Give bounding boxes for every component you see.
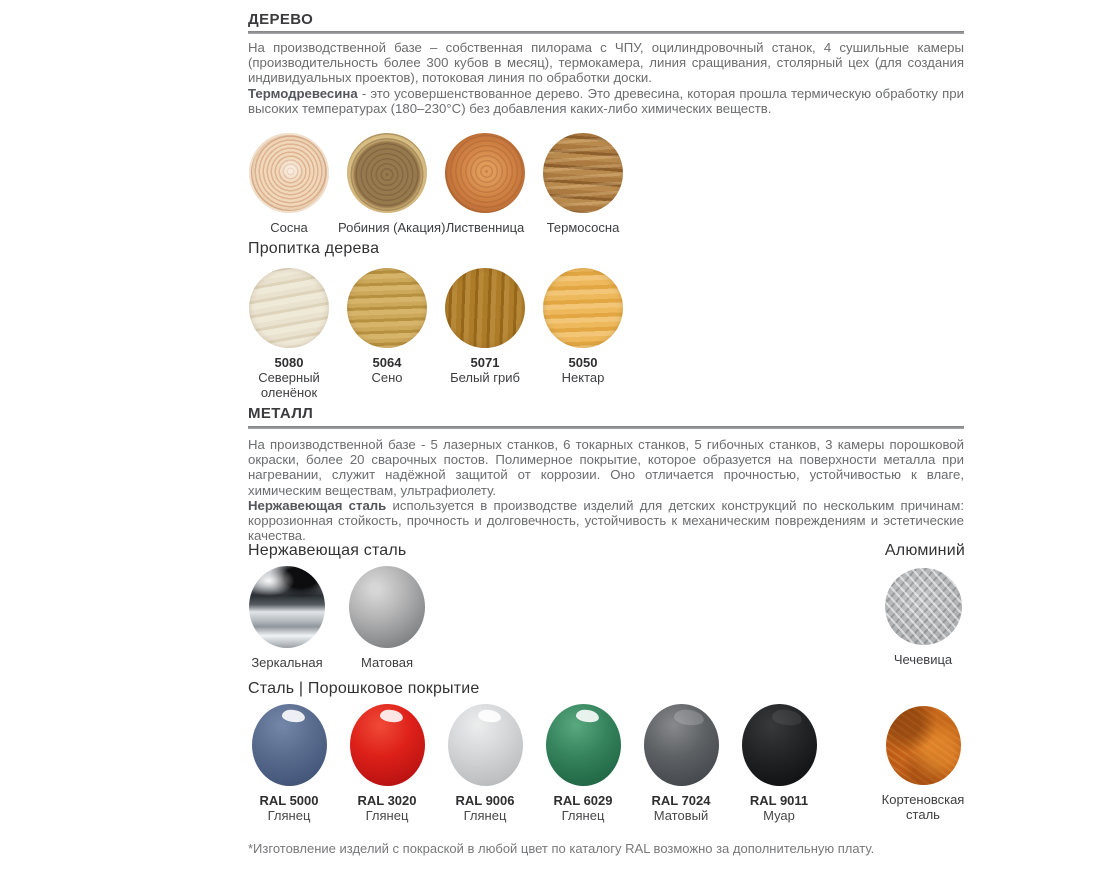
- metal-section-title: МЕТАЛЛ: [248, 405, 314, 422]
- swatch-5050: [534, 268, 632, 385]
- swatch-finish: Глянец: [365, 808, 409, 823]
- swatch-code: 5071: [470, 355, 500, 370]
- wood-intro-text: [248, 40, 964, 116]
- ral7024-ball-image: [644, 704, 719, 786]
- swatch-finish: Глянец: [463, 808, 507, 823]
- swatch-code: RAL 7024: [651, 793, 711, 808]
- thermowood-rest: - это усовершенствованное дерево. Это древесина, которая прошла термическую обработку при высоких температурах (180–230°С) без добавления каких-либо химических веществ.: [248, 85, 964, 116]
- aluminum-title: Алюминий: [884, 542, 965, 559]
- swatch-pine: [240, 133, 338, 235]
- swatch-ral7024: [632, 704, 730, 823]
- swatch-larch: [436, 133, 534, 235]
- impregnation-5050-swatch-image: [543, 268, 623, 348]
- swatch-name: Северный оленёнок: [258, 370, 320, 400]
- swatch-label: Матовая: [361, 655, 413, 670]
- swatch-code: 5064: [372, 355, 402, 370]
- swatch-5071: [436, 268, 534, 385]
- pine-wood-swatch-image: [249, 133, 329, 213]
- swatch-lentil-aluminum: [874, 566, 972, 667]
- impregnation-5080-swatch-image: [249, 268, 329, 348]
- stainless-paragraph: [248, 498, 964, 544]
- thermowood-lead: Термодревесина: [248, 85, 358, 101]
- impregnation-title: Пропитка дерева: [248, 240, 380, 257]
- swatch-code: RAL 5000: [259, 793, 319, 808]
- impregnation-5064-swatch-image: [347, 268, 427, 348]
- wood-section-divider: [248, 31, 964, 34]
- stainless-rest: используется в производстве изделий для детских конструкций по нескольким причинам: коррозионная стойкость, прочность и долговечность, устойчивость к механическим повреждениям и эстетические качества.: [248, 497, 964, 544]
- ral5000-ball-image: [252, 704, 327, 786]
- swatch-name: Белый гриб: [450, 370, 520, 385]
- swatch-label: Сосна: [270, 220, 308, 235]
- swatch-finish: Муар: [763, 808, 795, 823]
- swatch-5064: [338, 268, 436, 385]
- thermopine-wood-swatch-image: [543, 133, 623, 213]
- swatch-thermopine: [534, 133, 632, 235]
- mirror-steel-ball-image: [249, 566, 325, 648]
- wood-intro-paragraph: [248, 40, 964, 86]
- ral-footnote: *Изготовление изделий с покраской в любой цвет по каталогу RAL возможно за дополнительную плату.: [248, 841, 875, 856]
- swatch-robinia: [338, 133, 446, 235]
- swatch-label: Лиственница: [445, 220, 525, 235]
- swatch-label: Робиния (Акация): [338, 220, 446, 235]
- powder-coating-title: Сталь | Порошковое покрытие: [248, 680, 480, 697]
- swatch-code: RAL 3020: [357, 793, 417, 808]
- metal-intro-paragraph: [248, 437, 964, 498]
- swatch-5080: [240, 268, 338, 400]
- swatch-matte-steel: [338, 566, 436, 670]
- swatch-code: 5050: [568, 355, 598, 370]
- matte-steel-ball-image: [349, 566, 425, 648]
- larch-wood-swatch-image: [445, 133, 525, 213]
- swatch-label: Зеркальная: [251, 655, 323, 670]
- swatch-code: RAL 6029: [553, 793, 613, 808]
- ral6029-ball-image: [546, 704, 621, 786]
- metal-intro-span: На производственной базе - 5 лазерных станков, 6 токарных станков, 5 гибочных станков, 3 камеры порошковой окраски, более 20 сварочных постов. Полимерное покрытие, которое образуется на поверхности металла при нагревании, служит надёжной защитой от коррозии. Оно отличается прочностью, устойчивостью к влаге, химическим веществам, ультрафиолету.: [248, 437, 964, 498]
- swatch-ral6029: [534, 704, 632, 823]
- ral9011-ball-image: [742, 704, 817, 786]
- wood-section-title: ДЕРЕВО: [248, 11, 314, 28]
- swatch-code: 5080: [274, 355, 304, 370]
- lentil-aluminum-swatch-image: [885, 568, 962, 645]
- swatch-label: Чечевица: [893, 652, 953, 667]
- thermowood-paragraph: [248, 86, 964, 116]
- swatch-name: Сено: [371, 370, 403, 385]
- ral3020-ball-image: [350, 704, 425, 786]
- impregnation-5071-swatch-image: [445, 268, 525, 348]
- robinia-wood-swatch-image: [347, 133, 427, 213]
- corten-steel-swatch-image: [886, 706, 961, 785]
- swatch-label: Термососна: [546, 220, 620, 235]
- swatch-ral5000: [240, 704, 338, 823]
- swatch-code: RAL 9006: [455, 793, 515, 808]
- swatch-finish: Глянец: [267, 808, 311, 823]
- metal-section-divider: [248, 426, 964, 429]
- swatch-ral3020: [338, 704, 436, 823]
- swatch-finish: Глянец: [561, 808, 605, 823]
- swatch-ral9006: [436, 704, 534, 823]
- swatch-ral9011: [730, 704, 828, 823]
- ral9006-ball-image: [448, 704, 523, 786]
- swatch-code: RAL 9011: [749, 793, 809, 808]
- swatch-corten-steel: [874, 704, 972, 822]
- stainless-lead: Нержавеющая сталь: [248, 497, 387, 513]
- stainless-steel-title: Нержавеющая сталь: [248, 542, 407, 559]
- swatch-mirror-steel: [238, 566, 336, 670]
- swatch-name: Нектар: [561, 370, 605, 385]
- metal-intro-text: [248, 437, 964, 543]
- swatch-finish: Матовый: [653, 808, 709, 823]
- swatch-label: Кортеновская сталь: [881, 792, 965, 822]
- wood-intro-span: На производственной базе – собственная пилорама с ЧПУ, оцилиндровочный станок, 4 сушильные камеры (производительность более 300 кубов в месяц), термокамера, линия сращивания, столярный цех (для создания индивидуальных проектов), потоковая линия по обработки доски.: [248, 40, 964, 86]
